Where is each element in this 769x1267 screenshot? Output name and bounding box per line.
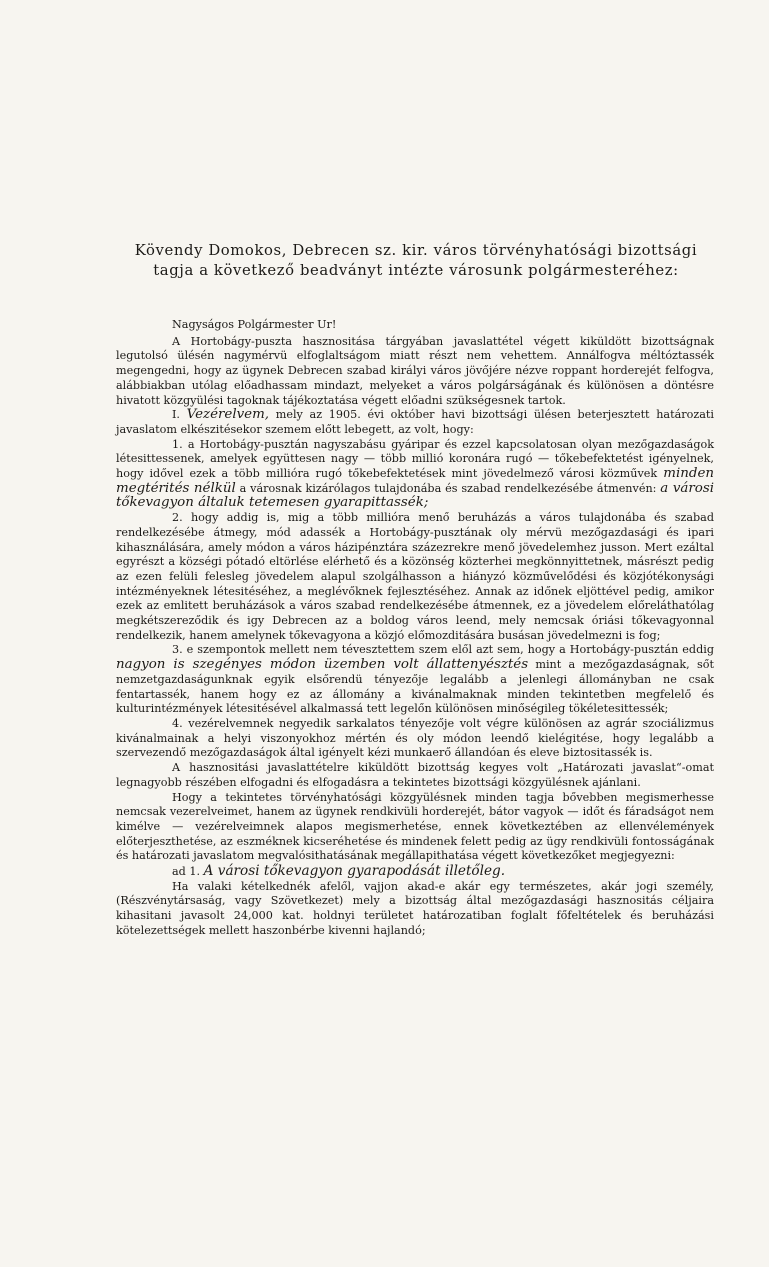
- section-1-paragraph: [116, 408, 714, 437]
- members-paragraph: Hogy a tekintetes törvényhatósági közgyülésnek minden tagja bővebben megismerhesse nemcsak vezerelveimet, hanem az ügynek rendkivüli horderejét, bátor vagyok — időt és fáradságot nem kimélve — vezérelveimnek alapos megismerhetése, ennek következtében az ellenvélemények előterjeszthetése, az eszméknek kicseréhetése és mindenek felett pedig az ügy rendkivüli fontosságának és határozati javaslatom megvalósithatásának megállapithatása végett következőket megjegyezni:: [116, 790, 714, 863]
- section-1-title: Vezérelvem,: [186, 407, 270, 423]
- heading-line-2: tagja a következő beadványt intézte városunk polgármesteréhez:: [153, 262, 679, 279]
- section-1-text: mely az 1905. évi október havi bizottsági ülésen beterjesztett határozati javaslatom elkészitésekor szemem előtt lebegett, az volt, hogy:: [116, 408, 714, 436]
- point-1-text-b: a városnak kizárólagos tulajdonába és szabad rendelkezésébe átmenvén:: [239, 481, 657, 495]
- point-1-emphasis-b: a városi tőkevagyon általuk tetemesen gyarapittassék;: [116, 480, 714, 511]
- point-1-emphasis-a: minden megtérités nélkül: [116, 466, 714, 496]
- salutation: Nagyságos Polgármester Ur!: [172, 318, 337, 331]
- committee-paragraph: A hasznositási javaslattételre kiküldött bizottság kegyes volt „Határozati javaslat“-omat legnagyobb részében elfogadni és elfogadásra a tekintetes bizottsági közgyülésnek ajánlani.: [116, 761, 714, 789]
- heading-line-1: Kövendy Domokos, Debrecen sz. kir. város törvényhatósági bizottsági: [134, 242, 698, 259]
- point-3-text-a: 3. e szempontok mellett nem tévesztettem szem elől azt sem, hogy a Hortobágy-pusztán eddig: [172, 643, 714, 657]
- last-paragraph: Ha valaki kételkednék afelől, vajjon akad-e akár egy természetes, akár jogi személy, (Részvénytársaság, vagy Szövetkezet) mely a bizottság által mezőgazdasági hasznositás céljaira kihasitani javasolt 24,000 kat. holdnyi területet határozatiban foglalt főfeltételek és beruházási kötelezettségek mellett haszonbérbe kivenni hajlandó;: [116, 879, 714, 937]
- document-heading: [96, 241, 736, 281]
- ad-1-title: A városi tőkevagyon gyarapodását illetőleg.: [203, 863, 506, 880]
- point-1-paragraph: [116, 438, 714, 512]
- section-1-number: I.: [172, 408, 180, 422]
- letter-body: [116, 318, 714, 939]
- point-2-paragraph: 2. hogy addig is, mig a több millióra menő beruházás a város tulajdonába és szabad rendelkezésébe átmegy, mód adassék a Hortobágy-pusztának oly mérvü mezőgazdasági és ipari kihasználására, amely módon a város házipénztára százezrekre menő jövedelemhez jusson. Mert ezáltal egyrészt a községi pótadó eltörlése elérhető és a közönség közterhei megkönnyittetnek, másrészt pedig az ezen felüli felesleg jövedelem alapul szolgálhasson a hiányzó közművelődési és közjótékonysági intézményeknek létesitéséhez, a meglévőknek fejlesztéséhez. Annak az időnek eljöttével pedig, amikor ezek az emlitett beruházások a város szabad rendelkezésébe átmennek, ez a jövedelem előreláthatólag megkétszereződik és igy Debrecen az a boldog város leend, mely nemcsak óriási tőkevagyonnal rendelkezik, hanem amelynek tőkevagyona a közjó előmozditására busásan jövedelmezni is fog;: [116, 511, 714, 642]
- point-3-text-b: mint a mezőgazdaságnak, sőt nemzetgazdaságunknak egyik elsőrendü tényezője legalább a jelenlegi állományban ne csak fentartassék, hanem hogy ez az állomány a kivánalmaknak minden tekintetben megfelelő és kulturintézmények létesitésével alkalmassá tett legelőn különösen minőségileg tökéletesittessék;: [116, 658, 714, 716]
- ad-1-prefix: ad 1.: [172, 865, 201, 879]
- point-4-paragraph: 4. vezérelvemnek negyedik sarkalatos tényezője volt végre különösen az agrár szociálizmus kivánalmainak a helyi viszonyokhoz mértén és oly módon leendő kielégitése, hogy legalább a szervezendő mezőgazdaságok által igényelt kézi munkaerő állandóan és eleve biztositassék is.: [116, 716, 714, 760]
- intro-paragraph: A Hortobágy-puszta hasznositása tárgyában javaslattétel végett kiküldött bizottságnak legutolsó ülésén nagymérvü elfoglaltságom miatt részt nem vehettem. Annálfogva méltóztassék megengedni, hogy az ügynek Debrecen szabad királyi város jövőjére nézve roppant horderejét felfogva, alábbiakban utólag előadhassam mindazt, melyeket a város polgárságának és különösen a döntésre hivatott közgyülési tagoknak tájékoztatása végett előadni szükségesnek tartok.: [116, 334, 714, 407]
- ad-1-heading: [116, 864, 714, 880]
- point-3-emphasis: nagyon is szegényes módon üzemben volt állattenyésztés: [116, 657, 529, 673]
- point-3-paragraph: [116, 643, 714, 717]
- point-1-text-a: 1. a Hortobágy-pusztán nagyszabásu gyáripar és ezzel kapcsolatosan olyan mezőgazdaságok létesittessenek, amelyek együttesen nagy — több millió koronára rugó — tőkebefektetést igényelnek, hogy idővel ezek a több millióra rugó tőkebefektetések mint jövedelmező városi közművek: [116, 437, 714, 481]
